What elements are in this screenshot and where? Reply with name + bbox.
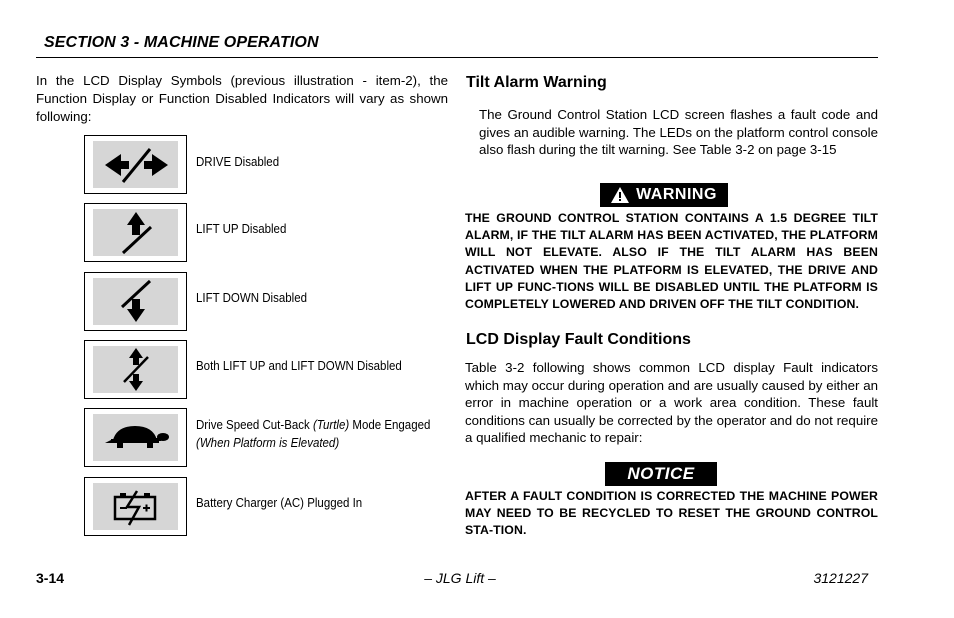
warning-triangle-icon [611,187,629,203]
fault-conditions-body: Table 3-2 following shows common LCD display Fault indicators which may occur during operation and are usually caused by either an error in machine operation or a work area condition. These fault conditions can usually be corrected by the operator and do not require a qualified mechanic to repair: [465,360,878,445]
tilt-alarm-body: The Ground Control Station LCD screen flashes a fault code and gives an audible warning. The LEDs on the platform control console also flash during the tilt warning. See Table 3-2 on page 3-15 [479,107,878,157]
notice-badge: NOTICE [605,462,717,486]
symbol-box [84,272,187,331]
symbol-label: DRIVE Disabled [196,155,280,169]
symbol-label: Battery Charger (AC) Plugged In [196,496,363,510]
warning-text: THE GROUND CONTROL STATION CONTAINS A 1.5 DEGREE TILT ALARM, IF THE TILT ALARM HAS BEEN ACTIVATED, THE PLATFORM WILL NOT ELEVATE. ALSO IF THE TILT ALARM HAS BEEN ACTIVATED WHEN THE PLATFORM IS ELEVATED, THE DRIVE AND LIFT UP FUNC-TIONS WILL BE DISABLED UNTIL THE PLATFORM IS COMPLETELY LOWERED AND DRIVEN OFF THE TILT CONDITION. [465,211,878,312]
symbol-box [84,408,187,467]
lift-up-disabled-icon [93,209,178,256]
symbol-label: LIFT UP Disabled [196,222,287,236]
lift-down-disabled-icon [93,278,178,325]
symbol-label: Both LIFT UP and LIFT DOWN Disabled [196,359,402,373]
lift-up-down-disabled-icon [93,346,178,393]
intro-paragraph: In the LCD Display Symbols (previous illustration - item-2), the Function Display or Function Disabled Indicators will vary as shown following: [36,73,448,124]
page-number: 3-14 [36,570,65,586]
symbol-label-line2: (When Platform is Elevated) [196,436,340,450]
symbol-label-line1: Drive Speed Cut-Back (Turtle) Mode Engaged [196,418,431,432]
fault-conditions-heading: LCD Display Fault Conditions [466,331,691,348]
symbol-label: LIFT DOWN Disabled [196,291,307,305]
symbol-box [84,203,187,262]
section-header: SECTION 3 - MACHINE OPERATION [44,34,319,51]
notice-text: AFTER A FAULT CONDITION IS CORRECTED THE MACHINE POWER MAY NEED TO BE RECYCLED TO RESET THE GROUND CONTROL STA-TION. [465,489,878,538]
battery-charger-icon [93,483,178,530]
turtle-icon [93,414,178,461]
warning-badge [600,183,728,207]
symbol-box [84,135,187,194]
document-number: 3121227 [813,570,868,586]
warning-label: WARNING [636,186,717,203]
drive-disabled-icon [93,141,178,188]
header-rule [36,57,878,58]
tilt-alarm-heading: Tilt Alarm Warning [466,74,607,91]
symbol-box [84,340,187,399]
footer-title: – JLG Lift – [424,570,496,586]
symbol-box [84,477,187,536]
